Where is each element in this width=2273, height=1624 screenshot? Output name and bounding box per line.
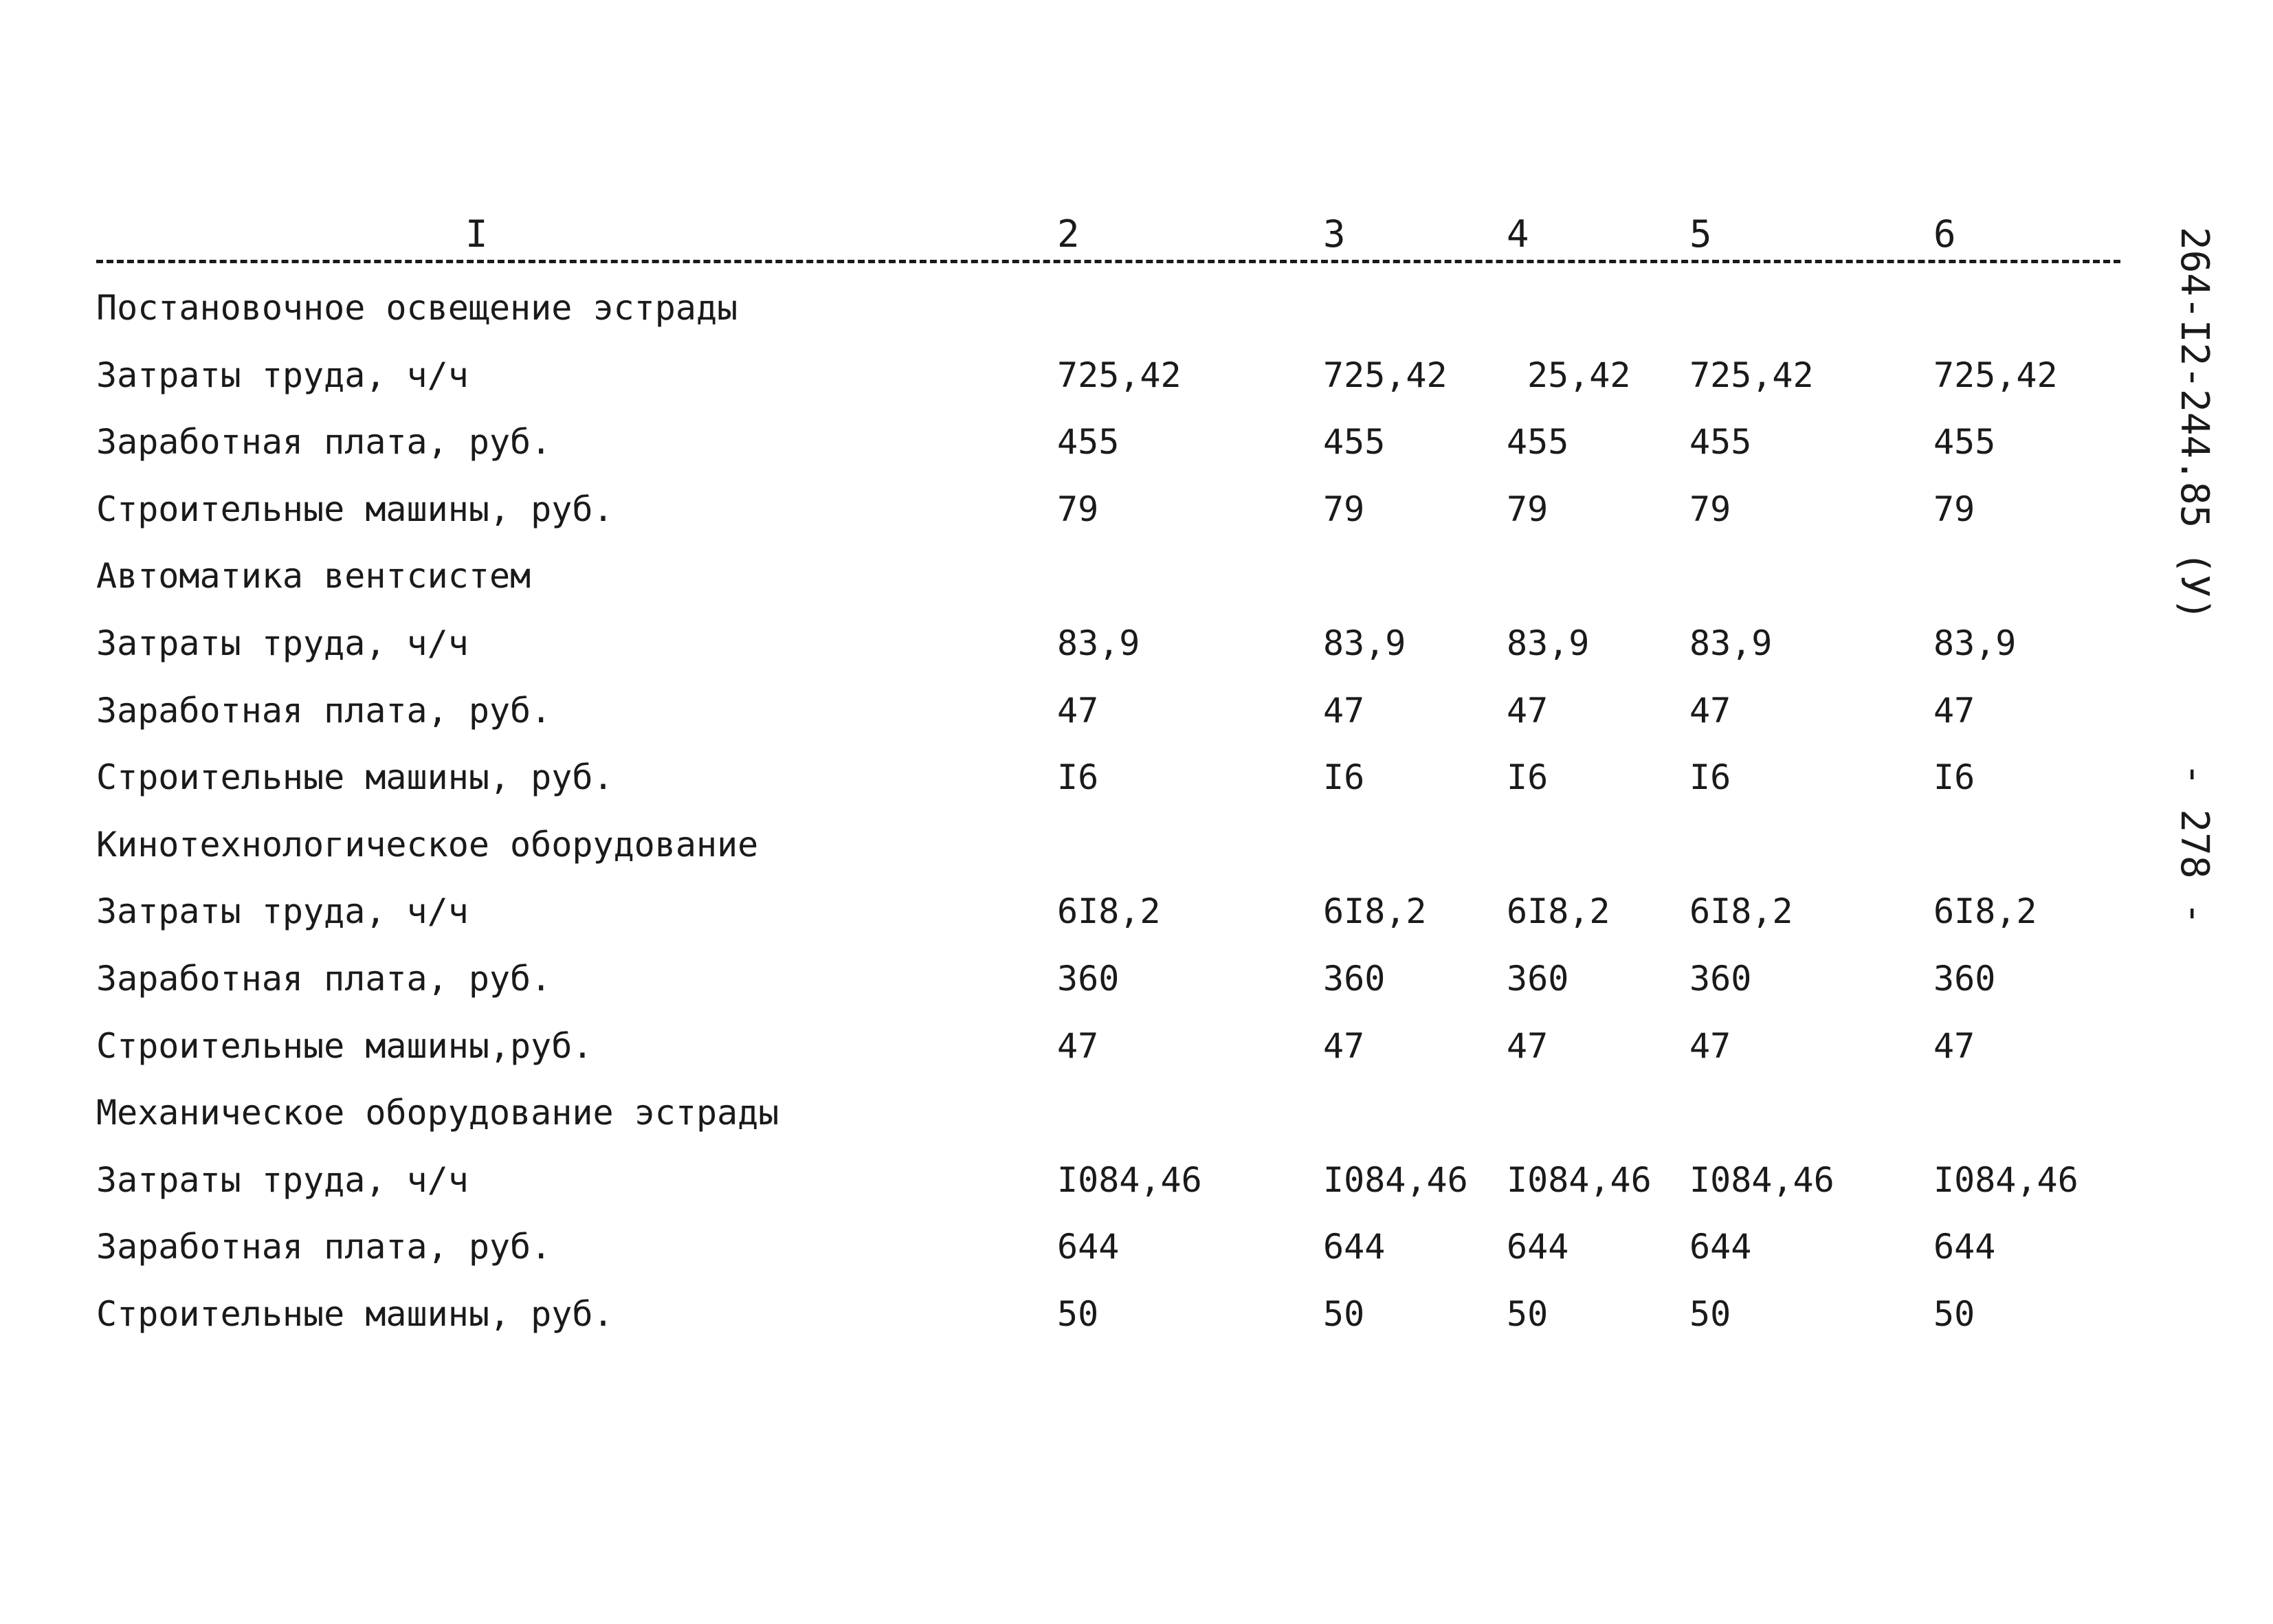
cell-col-5: 725,42 bbox=[1689, 355, 1814, 395]
cell-col-5: 47 bbox=[1689, 690, 1731, 731]
cell-col-5: I6 bbox=[1689, 757, 1731, 798]
cell-col-2: I084,46 bbox=[1057, 1159, 1202, 1200]
cell-col-4: 6I8,2 bbox=[1507, 891, 1610, 932]
column-header-3: 3 bbox=[1323, 212, 1346, 256]
cell-col-6: 47 bbox=[1933, 1025, 1975, 1066]
table-row bbox=[96, 342, 2124, 410]
cell-col-3: I084,46 bbox=[1323, 1159, 1468, 1200]
table-row bbox=[96, 1147, 2124, 1214]
cell-col-2: 725,42 bbox=[1057, 355, 1182, 395]
cell-col-6: 360 bbox=[1933, 958, 1996, 999]
section-row bbox=[96, 1080, 2124, 1147]
row-label: Затраты труда, ч/ч bbox=[96, 891, 469, 932]
cell-col-2: I6 bbox=[1057, 757, 1099, 798]
cell-col-3: 47 bbox=[1323, 690, 1365, 731]
row-label: Заработная плата, руб. bbox=[96, 422, 552, 463]
cell-col-3: 47 bbox=[1323, 1025, 1365, 1066]
cell-col-2: 6I8,2 bbox=[1057, 891, 1161, 932]
cell-col-2: 455 bbox=[1057, 422, 1120, 463]
cell-col-4: 47 bbox=[1507, 690, 1549, 731]
row-label: Заработная плата, руб. bbox=[96, 690, 552, 731]
cell-col-2: 360 bbox=[1057, 958, 1120, 999]
table-row bbox=[96, 946, 2124, 1013]
cell-col-5: 360 bbox=[1689, 958, 1752, 999]
cell-col-6: 47 bbox=[1933, 690, 1975, 731]
column-header-2: 2 bbox=[1057, 212, 1080, 256]
cell-col-3: I6 bbox=[1323, 757, 1365, 798]
table-body bbox=[96, 275, 2124, 1348]
cell-col-4: I084,46 bbox=[1507, 1159, 1652, 1200]
cell-col-4: 47 bbox=[1507, 1025, 1549, 1066]
table-row bbox=[96, 1281, 2124, 1348]
cell-col-5: 455 bbox=[1689, 422, 1752, 463]
section-row bbox=[96, 812, 2124, 879]
section-title: Кинотехнологическое оборудование bbox=[96, 824, 759, 865]
column-header-5: 5 bbox=[1689, 212, 1712, 256]
cell-col-5: 83,9 bbox=[1689, 623, 1773, 663]
cell-col-3: 50 bbox=[1323, 1293, 1365, 1334]
cell-col-5: 79 bbox=[1689, 489, 1731, 529]
row-label: Строительные машины, руб. bbox=[96, 757, 614, 798]
header-divider bbox=[96, 260, 2120, 263]
cell-col-4: 83,9 bbox=[1507, 623, 1590, 663]
cell-col-6: 644 bbox=[1933, 1227, 1996, 1267]
row-label: Заработная плата, руб. bbox=[96, 1227, 552, 1267]
column-header-4: 4 bbox=[1507, 212, 1529, 256]
cell-col-3: 455 bbox=[1323, 422, 1386, 463]
cell-col-6: 79 bbox=[1933, 489, 1975, 529]
cell-col-3: 83,9 bbox=[1323, 623, 1406, 663]
cell-col-6: I6 bbox=[1933, 757, 1975, 798]
cell-col-5: 6I8,2 bbox=[1689, 891, 1793, 932]
cell-col-4: 360 bbox=[1507, 958, 1569, 999]
cell-col-4: 644 bbox=[1507, 1227, 1569, 1267]
table-row bbox=[96, 678, 2124, 745]
table-row bbox=[96, 744, 2124, 812]
cell-col-2: 47 bbox=[1057, 1025, 1099, 1066]
cell-col-4: 25,42 bbox=[1527, 355, 1631, 395]
section-title: Постановочное освещение эстрады bbox=[96, 288, 738, 328]
cell-col-2: 83,9 bbox=[1057, 623, 1140, 663]
row-label: Заработная плата, руб. bbox=[96, 958, 552, 999]
cell-col-6: 455 bbox=[1933, 422, 1996, 463]
cell-col-5: 644 bbox=[1689, 1227, 1752, 1267]
cell-col-4: 79 bbox=[1507, 489, 1549, 529]
table-row bbox=[96, 878, 2124, 946]
cell-col-4: 455 bbox=[1507, 422, 1569, 463]
table-row bbox=[96, 1214, 2124, 1281]
cell-col-5: I084,46 bbox=[1689, 1159, 1834, 1200]
cell-col-3: 644 bbox=[1323, 1227, 1386, 1267]
cell-col-3: 6I8,2 bbox=[1323, 891, 1427, 932]
cell-col-3: 360 bbox=[1323, 958, 1386, 999]
cell-col-3: 79 bbox=[1323, 489, 1365, 529]
cell-col-5: 50 bbox=[1689, 1293, 1731, 1334]
row-label: Затраты труда, ч/ч bbox=[96, 1159, 469, 1200]
section-title: Автоматика вентсистем bbox=[96, 556, 531, 597]
cell-col-3: 725,42 bbox=[1323, 355, 1448, 395]
column-header-1: I bbox=[465, 212, 488, 256]
cell-col-4: 50 bbox=[1507, 1293, 1549, 1334]
cell-col-5: 47 bbox=[1689, 1025, 1731, 1066]
section-row bbox=[96, 275, 2124, 342]
page-number: - 278 - bbox=[2172, 763, 2217, 926]
table-row bbox=[96, 1013, 2124, 1080]
row-label: Затраты труда, ч/ч bbox=[96, 355, 469, 395]
cell-col-6: 50 bbox=[1933, 1293, 1975, 1334]
column-header-6: 6 bbox=[1933, 212, 1956, 256]
cell-col-2: 644 bbox=[1057, 1227, 1120, 1267]
cell-col-2: 79 bbox=[1057, 489, 1099, 529]
row-label: Строительные машины, руб. bbox=[96, 1293, 614, 1334]
cell-col-6: I084,46 bbox=[1933, 1159, 2078, 1200]
document-code: 264-I2-244.85 (У) bbox=[2172, 227, 2217, 621]
section-title: Механическое оборудование эстрады bbox=[96, 1093, 779, 1133]
cell-col-2: 47 bbox=[1057, 690, 1099, 731]
cell-col-6: 83,9 bbox=[1933, 623, 2017, 663]
table-header bbox=[96, 210, 2124, 258]
cell-col-6: 6I8,2 bbox=[1933, 891, 2037, 932]
row-label: Строительные машины, руб. bbox=[96, 489, 614, 529]
row-label: Строительные машины,руб. bbox=[96, 1025, 593, 1066]
table-row bbox=[96, 610, 2124, 678]
cell-col-6: 725,42 bbox=[1933, 355, 2058, 395]
table-row bbox=[96, 409, 2124, 476]
section-row bbox=[96, 543, 2124, 610]
table-row bbox=[96, 476, 2124, 544]
cell-col-4: I6 bbox=[1507, 757, 1549, 798]
row-label: Затраты труда, ч/ч bbox=[96, 623, 469, 663]
cell-col-2: 50 bbox=[1057, 1293, 1099, 1334]
